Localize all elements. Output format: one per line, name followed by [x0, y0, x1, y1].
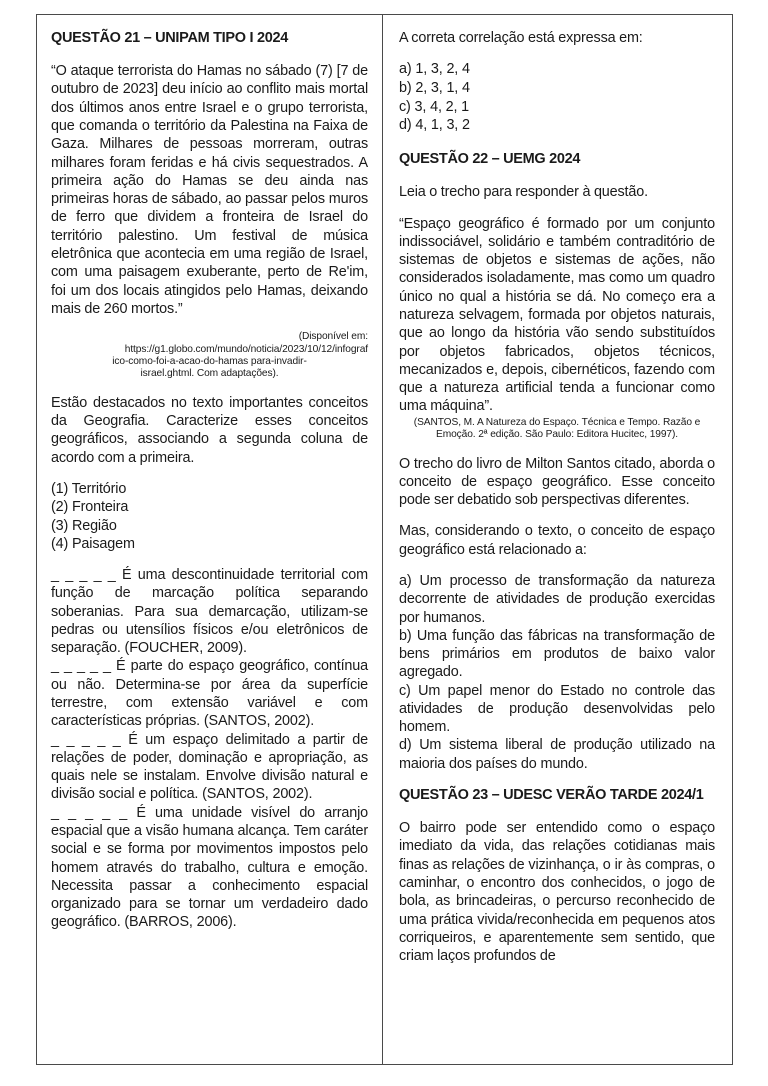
- question-22-option-d[interactable]: d) Um sistema liberal de produção utilizado na maioria dos países do mundo.: [399, 737, 715, 772]
- source-line-1: (Disponível em:: [298, 331, 368, 343]
- exam-page: [36, 14, 733, 1065]
- question-21-option-c[interactable]: c) 3, 4, 2, 1: [399, 98, 470, 115]
- definition-item-3: _ _ _ _ _ É um espaço delimitado a partir de relações de poder, dominação e apropriação, as quais nele se instalam. Envolve divisão natural e divisão social e política. (SANTOS, 2002).: [51, 731, 368, 803]
- question-23-heading: QUESTÃO 23 – UDESC VERÃO TARDE 2024/1: [399, 787, 704, 804]
- definition-item-1: _ _ _ _ _ É uma descontinuidade territorial com função de marcação política separando soberanias. Para sua demarcação, utilizam-se pedras ou utensílios físicos e/ou eletrônicos de separação. (FOUCHER, 2009).: [51, 567, 368, 657]
- question-22-option-c[interactable]: c) Um papel menor do Estado no controle das atividades de produção desenvolvidas pelo homem.: [399, 682, 715, 736]
- source-line-3: ico-como-foi-a-acao-do-hamas para-invadir-: [112, 355, 307, 367]
- question-21-instruction: Estão destacados no texto importantes conceitos da Geografia. Caracterize esses conceitos geográficos, associando a segunda coluna de acordo com a primeira.: [51, 394, 368, 466]
- question-21-option-d[interactable]: d) 4, 1, 3, 2: [399, 117, 470, 134]
- question-22-paragraph-1: O trecho do livro de Milton Santos citado, aborda o conceito de espaço geográfico. Esse conceito pode ser debatido sob perspectivas diferentes.: [399, 455, 715, 509]
- source-line-1: (SANTOS, M. A Natureza do Espaço. Técnica e Tempo. Razão e: [413, 416, 701, 428]
- question-21-options: [399, 60, 715, 135]
- question-22-paragraph-2: Mas, considerando o texto, o conceito de espaço geográfico está relacionado a:: [399, 523, 715, 558]
- source-line-4: israel.ghtml. Com adaptações).: [140, 368, 279, 380]
- question-22-option-b[interactable]: b) Uma função das fábricas na transformação de bens primários em produtos de baixo valor agregado.: [399, 627, 715, 681]
- question-22-heading: QUESTÃO 22 – UEMG 2024: [399, 151, 581, 168]
- concept-item-4: (4) Paisagem: [51, 535, 135, 552]
- question-21-option-a[interactable]: a) 1, 3, 2, 4: [399, 61, 470, 78]
- definition-item-4: _ _ _ _ _ É uma unidade visível do arranjo espacial que a visão humana alcança. Tem caráter social e se forma por movimentos impostos pelo homem através do trabalho, cultura e emoção. Necessita passar a conhecimento espacial organizado para se tornar um verdadeiro dado geográfico. (BARROS, 2006).: [51, 804, 368, 931]
- definition-list: [51, 566, 368, 932]
- concept-item-2: (2) Fronteira: [51, 499, 129, 516]
- question-21-source: [51, 331, 368, 381]
- concept-item-1: (1) Território: [51, 480, 127, 497]
- question-22-excerpt: “Espaço geográfico é formado por um conjunto indissociável, solidário e também contraditório de sistemas de objetos e sistemas de ações, não considerados isoladamente, mas como um quadro único no qual a história se dá. No começo era a natureza selvagem, formada por objetos naturais, que ao longo da história vão sendo substituídos por objetos fabricados, objetos técnicos, mecanizados e, depois, cibernéticos, fazendo com que a natureza artificial tenda a funcionar como uma máquina”.: [399, 215, 715, 415]
- question-22-options: [399, 572, 715, 773]
- left-column: [37, 15, 383, 1064]
- right-column: [383, 15, 731, 1064]
- question-21-answer-prompt: A correta correlação está expressa em:: [399, 30, 643, 46]
- question-22-instruction: Leia o trecho para responder à questão.: [399, 184, 648, 201]
- question-22-source: [399, 417, 715, 442]
- question-21-heading: QUESTÃO 21 – UNIPAM TIPO I 2024: [51, 30, 289, 46]
- question-23-excerpt: O bairro pode ser entendido como o espaço imediato da vida, das relações cotidianas mais finas as relações de vizinhança, o ir às compras, o caminhar, o encontro dos conhecidos, o jogo de bola, as brincadeiras, o percurso reconhecido de uma prática vivida/reconhecida em pequenos atos corriqueiros, e aparentemente sem sentido, que criam laços profundos de: [399, 820, 715, 965]
- question-22-option-a[interactable]: a) Um processo de transformação da natureza decorrente de atividades de produção exercidas por humanos.: [399, 572, 715, 626]
- concept-item-3: (3) Região: [51, 517, 117, 534]
- question-21-option-b[interactable]: b) 2, 3, 1, 4: [399, 80, 470, 96]
- concept-list: [51, 480, 368, 553]
- question-21-excerpt: “O ataque terrorista do Hamas no sábado (7) [7 de outubro de 2023] deu início ao conflito mais mortal dos últimos anos entre Israel e o grupo terrorista, que comanda o território da Palestina na Faixa de Gaza. Milhares de pessoas morreram, outras milhares foram feridas e há civis sequestrados. A primeira ação do Hamas se deu ainda nas primeiras horas de sábado, ao passar pelos muros de ferro que dividem a fronteira de Israel do território palestino. Um festival de música eletrônica que acontecia em uma região de Israel, com uma paisagem exuberante, perto de Re'im, foi um dos locais atingidos pelo Hamas, deixando mais de 260 mortos.”: [51, 63, 368, 317]
- source-line-2: https://g1.globo.com/mundo/noticia/2023/10/12/infograf: [124, 343, 368, 355]
- definition-item-2: _ _ _ _ _ É parte do espaço geográfico, contínua ou não. Determina-se por área da superfície terrestre, com extensão variável e com características próprias. (SANTOS, 2002).: [51, 658, 368, 730]
- source-line-2: Emoção. 2ª edição. São Paulo: Editora Hucitec, 1997).: [436, 429, 678, 441]
